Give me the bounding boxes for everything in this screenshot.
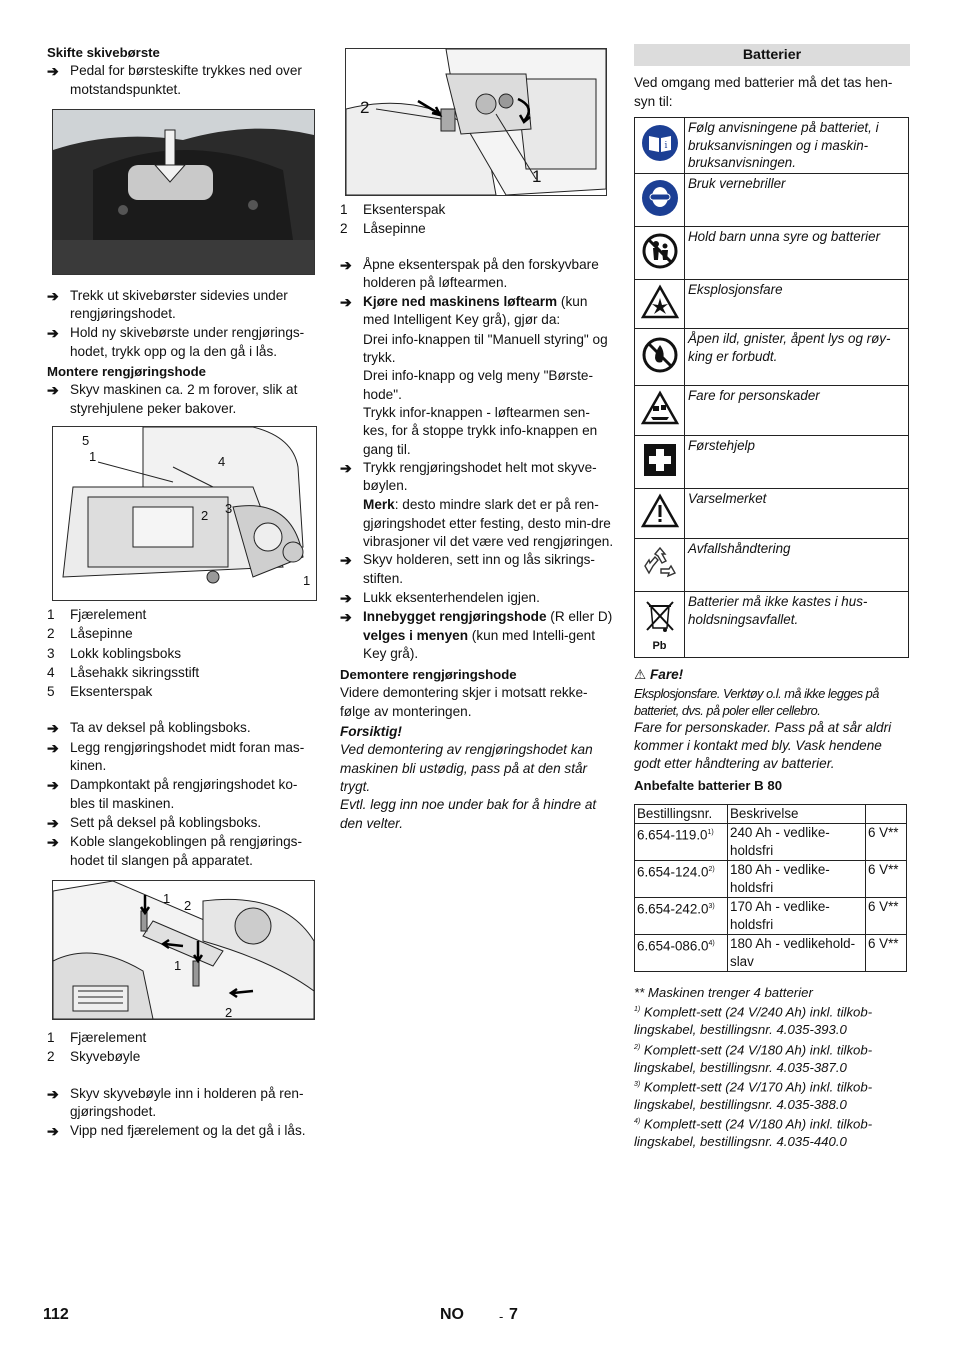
symbol-row: Avfallshåndtering	[635, 539, 909, 592]
callout-2a: 2	[184, 897, 192, 913]
para-trykk: Trykk infor-knappen - løftearmen sen-kes, for å stoppe trykk info-knappen en gang til.	[363, 404, 598, 457]
arrow-icon: ➔	[340, 589, 352, 606]
no-fire-icon	[635, 329, 685, 386]
legend-fig3	[47, 1028, 319, 1067]
symbol-row: Fare for personskader	[635, 386, 909, 436]
middle-column	[340, 48, 614, 833]
footer-separator: -	[499, 1309, 504, 1324]
para-drei2: Drei info-knapp og velg meny "Børste-hode".	[363, 368, 593, 402]
warning-icon	[635, 489, 685, 539]
step-vipp: ➔ Vipp ned fjærelement og la det gå i lås.	[47, 1123, 306, 1140]
para-drei1: Drei info-knappen til "Manuell styring" og trykk.	[363, 331, 608, 366]
arrow-icon: ➔	[47, 814, 59, 831]
legend-item: 2 Låsepinne	[340, 221, 426, 237]
arrow-icon: ➔	[47, 739, 59, 756]
step-lukk: ➔ Lukk eksenterhendelen igjen.	[340, 589, 540, 606]
column-header: Bestillingsnr.	[635, 804, 728, 823]
step-legg: ➔ Legg rengjøringshodet midt foran mas-kinen.	[47, 739, 319, 776]
step-deksel-av: ➔ Ta av deksel på koblingsboks.	[47, 720, 251, 737]
callout-1b: 1	[303, 572, 311, 588]
symbol-row: Bruk vernebriller	[635, 174, 909, 227]
step-skyv-holderen: ➔ Skyv holderen, sett inn og lås sikrings-stiften.	[340, 551, 614, 588]
note-3: $^{3)}$ Komplett-sett (24 V/170 Ah) inkl. tilkob-lingskabel, bestillingsnr. 4.035-388.0	[634, 1079, 873, 1112]
step-trykk2: ➔ Trykk rengjøringshodet helt mot skyve-bøylen.	[340, 459, 614, 496]
arrow-icon: ➔	[47, 325, 59, 342]
callout-2b: 2	[225, 1004, 233, 1020]
arrow-icon: ➔	[340, 552, 352, 569]
explosion-icon	[635, 280, 685, 329]
figure-cleaning-head	[52, 426, 317, 601]
step-hold: ➔ Hold ny skivebørste under rengjørings-hodet, trykk opp og la den gå i lås.	[47, 324, 319, 361]
warning-icon: ⚠	[634, 667, 647, 683]
callout-5: 5	[82, 432, 90, 448]
arrow-icon: ➔	[340, 294, 352, 311]
recycle-icon	[635, 539, 685, 592]
para-ved: Ved demontering av rengjøringshodet kan maskinen bli ustødig, pass på at den står trygt.	[340, 742, 593, 794]
callout-2: 2	[360, 98, 370, 117]
note-star: ** Maskinen trenger 4 batterier	[634, 984, 813, 1000]
arrow-icon: ➔	[340, 459, 352, 476]
safety-symbol-table	[634, 117, 909, 658]
arrow-icon: ➔	[47, 834, 59, 851]
pb-label: Pb	[652, 639, 667, 652]
table-row: 6.654-086.0$^{4)}$ 180 Ah - vedlikehold-slav 6 V**	[635, 934, 907, 971]
para-merk: Merk: desto mindre slark det er på ren-gjøringshodet etter festing, desto min-dre vibrasjoner vil det være ved rengjøringen.	[363, 497, 614, 550]
svg-text:i: i	[664, 140, 667, 151]
arrow-icon: ➔	[47, 720, 59, 737]
callout-2: 2	[201, 507, 209, 523]
symbol-row: Varselmerket	[635, 489, 909, 539]
figure-lift-arm	[345, 48, 607, 196]
arrow-icon: ➔	[47, 1123, 59, 1140]
step-pedal: ➔ Pedal for børsteskifte trykkes ned over motstandspunktet.	[47, 62, 319, 99]
column-header	[866, 804, 907, 823]
callout-1: 1	[532, 167, 542, 186]
arrow-icon: ➔	[340, 256, 352, 273]
arrow-icon: ➔	[340, 609, 352, 626]
arrow-icon: ➔	[47, 1085, 59, 1102]
note-2: $^{2)}$ Komplett-sett (24 V/180 Ah) inkl. tilkob-lingskabel, bestillingsnr. 4.035-387.0	[634, 1042, 873, 1075]
callout-1a: 1	[89, 448, 97, 464]
note-4: $^{4)}$ Komplett-sett (24 V/180 Ah) inkl. tilkob-lingskabel, bestillingsnr. 4.035-440.0	[634, 1116, 873, 1150]
step-innebygget: ➔ Innebygget rengjøringshode (R eller D) velges i menyen (kun med Intelli-gent Key grå).	[340, 608, 614, 663]
para-eksplosjon: Eksplosjonsfare. Verktøy o.l. må ikke legges på batteriet, dvs. på poler eller cellebro.	[634, 685, 879, 718]
step-apne: ➔ Åpne eksenterspak på den forskyvbare holderen på løftearmen.	[340, 256, 614, 293]
callout-1a: 1	[163, 890, 171, 906]
battery-table	[634, 804, 907, 972]
callout-1b: 1	[174, 957, 182, 973]
symbol-row: i Følg anvisningene på batteriet, i bruksanvisningen og i maskin-bruksanvisningen.	[635, 117, 909, 173]
step-trekk: ➔ Trekk ut skivebørster sidevies under rengjøringshodet.	[47, 287, 319, 324]
step-slange: ➔ Koble slangekoblingen på rengjørings-hodet til slangen på apparatet.	[47, 833, 319, 870]
arrow-icon: ➔	[47, 777, 59, 794]
legend-item: 2 Skyvebøyle	[47, 1049, 141, 1065]
arrow-icon: ➔	[47, 287, 59, 304]
table-row: 6.654-119.0$^{1)}$ 240 Ah - vedlike-holdsfri 6 V**	[635, 823, 907, 860]
heading-anbefalte: Anbefalte batterier B 80	[634, 778, 783, 794]
column-header: Beskrivelse	[728, 804, 866, 823]
para-evtl: Evtl. legg inn noe under bak for å hindre at den velter.	[340, 797, 597, 831]
caution-label: Forsiktig!	[340, 724, 402, 740]
goggles-icon	[635, 174, 685, 227]
step-damp: ➔ Dampkontakt på rengjøringshodet ko-bles til maskinen.	[47, 776, 319, 813]
danger-line: ⚠ Fare!	[634, 667, 684, 683]
legend-item: 3 Lokk koblingsboks	[47, 645, 182, 661]
left-column	[47, 44, 319, 1142]
legend-item: 5 Eksenterspak	[47, 684, 153, 700]
legend-fig1	[340, 200, 614, 239]
heading-demontere: Demontere rengjøringshode	[340, 667, 517, 683]
heading-skifte: Skifte skivebørste	[47, 45, 160, 60]
step-skyvebøyle: ➔ Skyv skyvebøyle inn i holderen på ren-gjøringshodet.	[47, 1085, 319, 1122]
arrow-icon: ➔	[47, 382, 59, 399]
legend-item: 1 Fjærelement	[47, 1029, 147, 1045]
legend-fig2	[47, 605, 319, 701]
pb-bin-icon	[635, 592, 685, 658]
heading-montere: Montere rengjøringshode	[47, 364, 206, 380]
note-1: $^{1)}$ Komplett-sett (24 V/240 Ah) inkl. tilkob-lingskabel, bestillingsnr. 4.035-393.0	[634, 1004, 873, 1038]
section-page-number: 7	[509, 1306, 518, 1323]
legend-item: 1 Eksenterspak	[340, 202, 446, 217]
callout-3: 3	[225, 500, 233, 516]
symbol-row: Eksplosjonsfare	[635, 280, 909, 329]
page-number: 112	[43, 1306, 69, 1323]
figure-spring-element	[52, 880, 315, 1020]
photo-brush-pedal	[52, 109, 315, 275]
language-code: NO	[440, 1306, 464, 1323]
arrow-icon: ➔	[47, 63, 59, 80]
symbol-row: Pb Batterier må ikke kastes i hus-holdsningsavfallet.	[635, 592, 909, 658]
symbol-row: Førstehjelp	[635, 436, 909, 489]
table-row: 6.654-242.0$^{3)}$ 170 Ah - vedlike-holdsfri 6 V**	[635, 897, 907, 934]
step-skyv: ➔ Skyv maskinen ca. 2 m forover, slik at styrehjulene peker bakover.	[47, 381, 319, 418]
section-band-batterier: Batterier	[634, 44, 910, 66]
para-personskader: Fare for personskader. Pass på at sår aldri kommer i kontakt med bly. Vask hendene godt etter håndtering av batterier.	[634, 719, 892, 772]
legend-item: 2 Låsepinne	[47, 626, 133, 642]
corrosive-icon	[635, 386, 685, 436]
para-videre: Videre demontering skjer i motsatt rekke-følge av monteringen.	[340, 685, 588, 719]
first-aid-icon	[635, 436, 685, 489]
callout-4: 4	[218, 453, 226, 469]
step-deksel-pa: ➔ Sett på deksel på koblingsboks.	[47, 814, 262, 831]
step-kjore: ➔ Kjøre ned maskinens løftearm (kun med Intelligent Key grå), gjør da:	[340, 293, 614, 330]
manual-icon	[635, 117, 685, 173]
para-intro: Ved omgang med batterier må det tas hen-syn til:	[634, 75, 893, 109]
symbol-row: Hold barn unna syre og batterier	[635, 227, 909, 280]
symbol-row: Åpen ild, gnister, åpent lys og røy-king er forbudt.	[635, 329, 909, 386]
table-row: 6.654-124.0$^{2)}$ 180 Ah - vedlike-holdsfri 6 V**	[635, 860, 907, 897]
legend-item: 4 Låsehakk sikringsstift	[47, 664, 200, 680]
table-header-row	[635, 804, 907, 823]
legend-item: 1 Fjærelement	[47, 606, 147, 622]
right-column	[634, 44, 910, 1151]
children-icon	[635, 227, 685, 280]
